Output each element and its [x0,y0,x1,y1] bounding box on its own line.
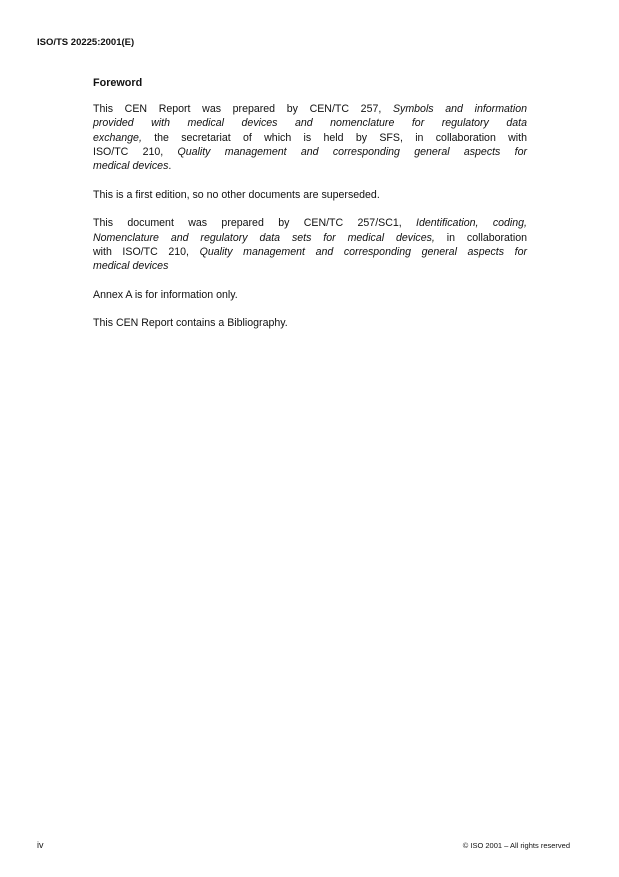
text-line [93,116,527,130]
text-line [93,231,527,245]
text-line [93,145,527,159]
text-run: . [168,159,172,172]
text-line [93,259,527,273]
text-line [93,216,527,230]
copyright-notice: © ISO 2001 – All rights reserved [462,841,570,850]
italic-text-run: Quality management and corresponding general aspects for [177,145,527,158]
paragraph [93,102,527,173]
foreword-body [93,102,527,330]
italic-text-run: Identification, coding, [416,217,527,230]
text-line [93,188,527,202]
italic-text-run: medical devices [93,159,169,172]
italic-text-run: Quality management and corresponding general aspects for [199,245,527,258]
italic-text-run: medical devices [93,259,169,272]
text-run: with ISO/TC 210, [93,245,200,258]
paragraph [93,316,527,330]
text-run: the secretariat of which is held by SFS, in collaboration with [141,131,527,144]
italic-text-run: exchange, [93,131,142,144]
text-run: Annex A is for information only. [93,288,238,301]
paragraph [93,288,527,302]
section-title: Foreword [93,77,143,89]
foreword-section [93,76,527,345]
italic-text-run: Symbols and information [392,103,527,116]
text-line [93,245,527,259]
text-line [93,316,527,330]
document-id-header: ISO/TS 20225:2001(E) [37,37,135,48]
text-line [93,288,527,302]
text-run: This CEN Report was prepared by CEN/TC 257, [93,103,393,116]
paragraph [93,188,527,202]
text-run: This document was prepared by CEN/TC 257/SC1, [93,217,417,230]
text-run: This is a first edition, so no other documents are superseded. [93,188,380,201]
text-run: in collaboration [434,231,527,244]
page-number: iv [37,840,44,850]
italic-text-run: Nomenclature and regulatory data sets for medical devices, [93,231,435,244]
text-run: This CEN Report contains a Bibliography. [93,317,288,330]
text-line [93,102,527,116]
paragraph [93,216,527,273]
italic-text-run: provided with medical devices and nomenclature for regulatory data [93,117,527,130]
text-line [93,159,527,173]
text-line [93,131,527,145]
text-run: ISO/TC 210, [93,145,178,158]
